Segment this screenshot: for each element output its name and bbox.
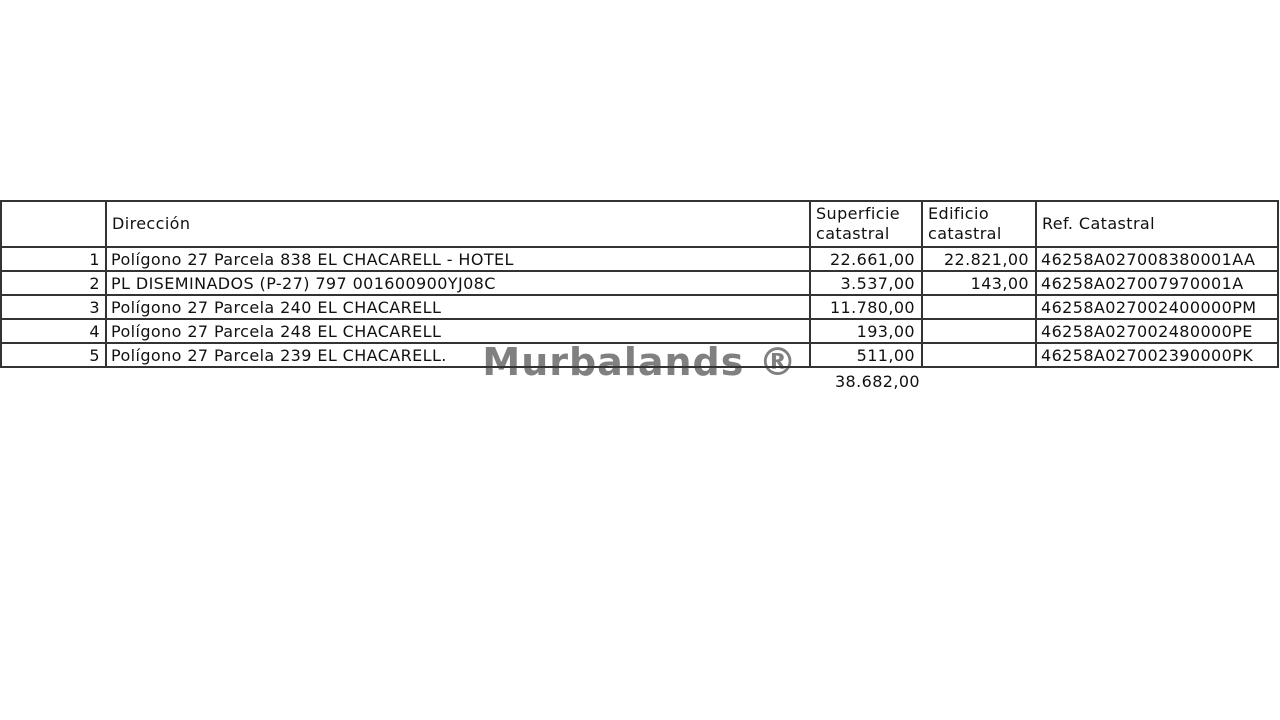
table-row <box>1 295 1278 319</box>
column-header-superficie: Superficie catastral <box>810 201 922 247</box>
cadastral-table <box>0 200 1279 368</box>
cell-superficie: 11.780,00 <box>810 295 922 319</box>
cell-ref-catastral: 46258A027007970001A <box>1036 271 1278 295</box>
column-header-direccion: Dirección <box>106 201 810 247</box>
cell-row-number: 5 <box>1 343 106 367</box>
table-row <box>1 319 1278 343</box>
cell-edificio <box>922 319 1036 343</box>
table-row <box>1 271 1278 295</box>
cell-edificio: 143,00 <box>922 271 1036 295</box>
cell-edificio <box>922 343 1036 367</box>
cell-superficie: 193,00 <box>810 319 922 343</box>
cell-ref-catastral: 46258A027008380001AA <box>1036 247 1278 271</box>
cell-direccion: Polígono 27 Parcela 248 EL CHACARELL <box>106 319 810 343</box>
cell-edificio <box>922 295 1036 319</box>
watermark: Murbalands ® <box>482 340 798 384</box>
cell-ref-catastral: 46258A027002390000PK <box>1036 343 1278 367</box>
column-header-num <box>1 201 106 247</box>
cell-row-number: 1 <box>1 247 106 271</box>
cell-superficie: 22.661,00 <box>810 247 922 271</box>
header-row <box>1 201 1278 247</box>
cell-row-number: 2 <box>1 271 106 295</box>
cell-ref-catastral: 46258A027002480000PE <box>1036 319 1278 343</box>
column-header-ref: Ref. Catastral <box>1036 201 1278 247</box>
cell-superficie: 511,00 <box>810 343 922 367</box>
cell-ref-catastral: 46258A027002400000PM <box>1036 295 1278 319</box>
cell-direccion: PL DISEMINADOS (P-27) 797 001600900YJ08C <box>106 271 810 295</box>
column-header-edificio: Edificio catastral <box>922 201 1036 247</box>
cell-direccion: Polígono 27 Parcela 239 EL CHACARELL. <box>106 343 810 367</box>
table-row <box>1 343 1278 367</box>
table-row <box>1 247 1278 271</box>
cell-direccion: Polígono 27 Parcela 838 EL CHACARELL - HOTEL <box>106 247 810 271</box>
cell-row-number: 4 <box>1 319 106 343</box>
superficie-total: 38.682,00 <box>834 372 920 391</box>
cell-superficie: 3.537,00 <box>810 271 922 295</box>
cell-row-number: 3 <box>1 295 106 319</box>
cell-edificio: 22.821,00 <box>922 247 1036 271</box>
cell-direccion: Polígono 27 Parcela 240 EL CHACARELL <box>106 295 810 319</box>
